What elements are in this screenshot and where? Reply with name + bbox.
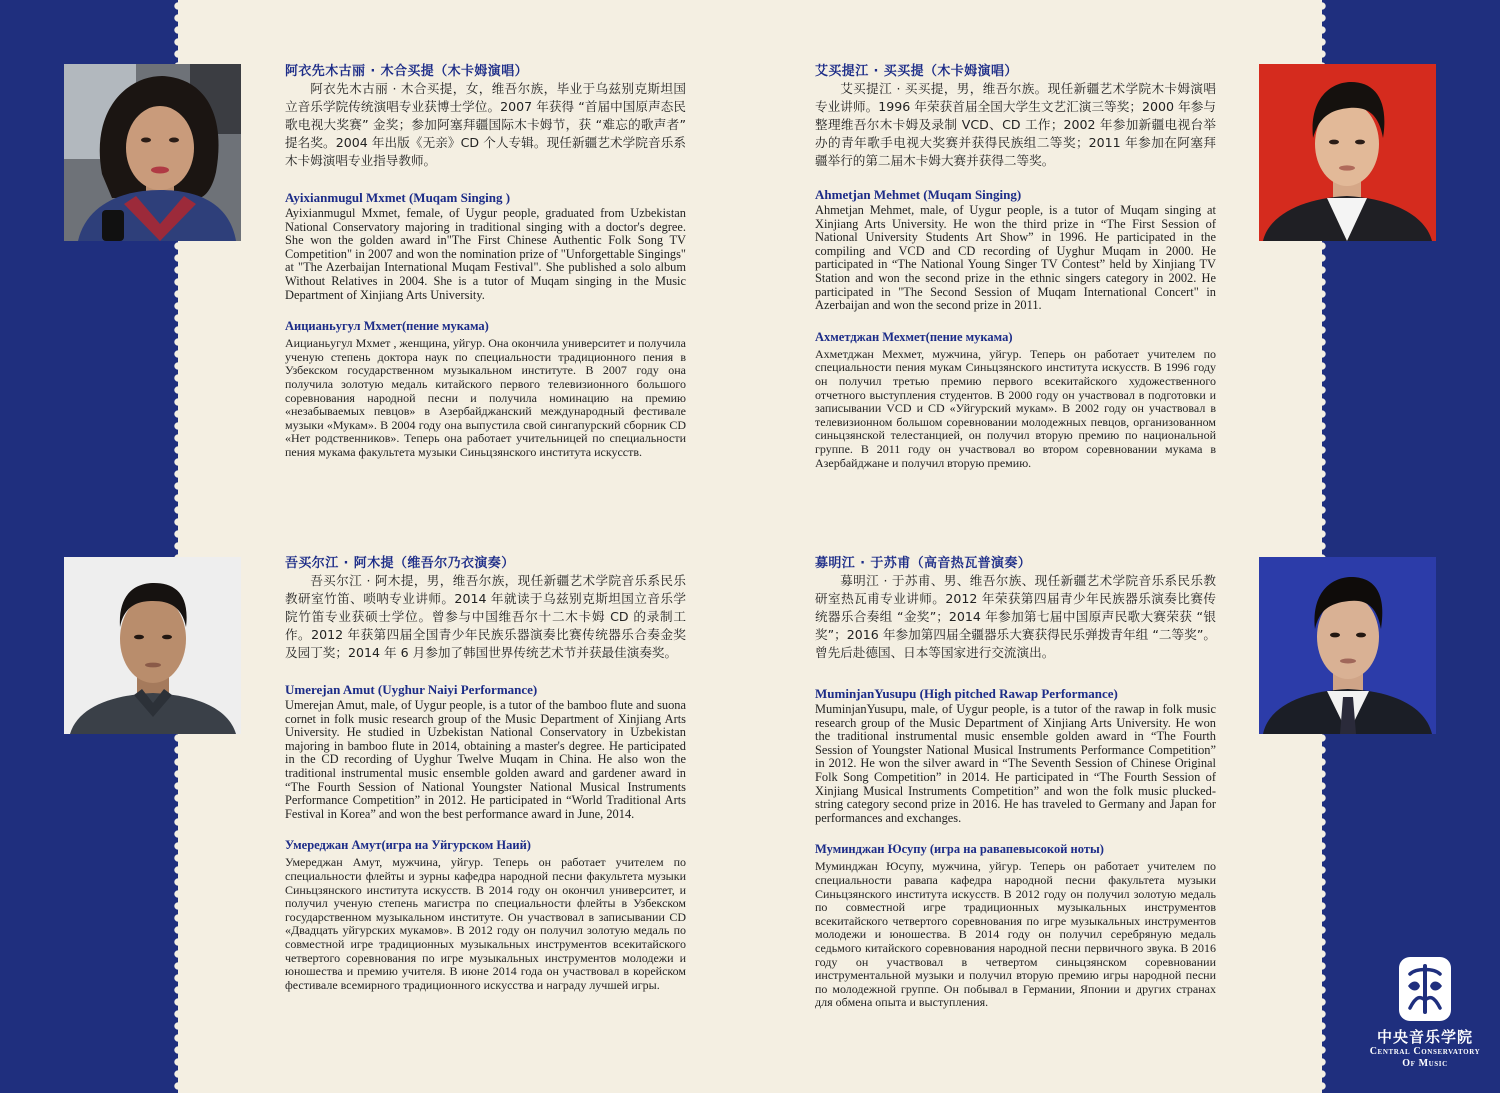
chinese-biography: 艾买提江 · 买买提，男，维吾尔族。现任新疆艺术学院木卡姆演唱专业讲师。1996 年荣获首届全国大学生文艺汇演三等奖；2000 年参与整理维吾尔木卡姆及录制 VCD、CD 工作；2002 年参加新疆电视台举办的青年歌手电视大奖赛并获得民族组二等奖；2011 年参加在阿塞拜疆举行的第二届木卡姆大赛并获得二等奖。 xyxy=(815,81,1216,168)
russian-name-heading: Умереджан Амут(игра на Уйгурском Наий) xyxy=(285,838,531,853)
chinese-biography: 募明江 · 于苏甫、男、维吾尔族、现任新疆艺术学院音乐系民乐教研室热瓦甫专业讲师。2012 年荣获第四届青少年民族器乐演奏比赛传统器乐合奏组 “金奖”；2014 年参加第七届中国原声民歌大赛荣获 “银奖”；2016 年参加第四届全疆器乐大赛获得民乐弹拨青年组 “二等奖”。曾先后赴德国、日本等国家进行交流演出。 xyxy=(815,573,1216,660)
english-name-heading: MuminjanYusupu (High pitched Rawap Performance) xyxy=(815,686,1118,701)
russian-biography: Умереджан Амут, мужчина, уйгур. Теперь он работает учителем по специальности флейты и зурны кафедра народной песни факультета музыки Синьцзянского института искусств. В 2014 году он окончил университет, и получил ученую степень магистра по специальности флейты в Узбекском государственном музыкальном институте. Он участвовал в записывании CD «Двадцать уйгурских мукамов». В 2012 году он получил золотую медаль по совместной игре традиционных музыкальных инструментов всекитайского четвертого соревнования по игре музыкальных инструментов молодежи и юношества и премию учителя. В июне 2014 года он участвовал в корейском фестивале всемирного традиционного искусства и награду лучшей игры. xyxy=(285,855,686,992)
conservatory-emblem-icon xyxy=(1398,956,1452,1022)
right-eye xyxy=(1355,140,1365,145)
english-name-heading: Umerejan Amut (Uyghur Naiyi Performance) xyxy=(285,682,538,697)
mouth xyxy=(1340,659,1356,664)
portrait-ahmetjan-mehmet xyxy=(1259,64,1436,241)
mouth xyxy=(151,167,169,174)
face xyxy=(126,106,194,190)
english-name-heading: Ahmetjan Mehmet (Muqam Singing) xyxy=(815,187,1022,202)
right-eye xyxy=(162,635,172,640)
chinese-name-heading: 吾买尔江 · 阿木提（维吾尔乃衣演奏） xyxy=(285,556,515,571)
portrait-image xyxy=(1259,557,1436,734)
bio-ayixianmugul-mxmet xyxy=(285,64,686,460)
english-biography: Umerejan Amut, male, of Uygur people, is a tutor of the bamboo flute and suona cornet in folk music research group of the Music Department of Xinjiang Arts University. He studied in Uzbekistan National Conservatory in Uzbekistan majoring in bamboo flute in 2014, obtaining a master's degree. He participated in the CD recording of Uyghur Twelve Muqam in China. He also won the traditional instrumental music ensemble golden award and gardener award in “The Fourth Session of National Youngster National Musical Instruments Performance Competition” in 2012. He participated in “World Traditional Arts Festival in Korea” and won the best performance award in June, 2014. xyxy=(285,698,686,821)
mouth xyxy=(1339,165,1355,170)
left-eye xyxy=(141,138,151,143)
conservatory-logo xyxy=(1356,956,1494,1082)
russian-name-heading: Муминджан Юсупу (игра на равапевысокой ноты) xyxy=(815,842,1104,857)
portrait-image xyxy=(64,64,241,241)
bio-umerejan-amut xyxy=(285,556,686,992)
english-name-heading: Ayixianmugul Mxmet (Muqam Singing ) xyxy=(285,190,511,205)
left-eye xyxy=(1330,633,1340,638)
microphone xyxy=(102,210,124,241)
chinese-biography: 阿衣先木古丽 · 木合买提，女，维吾尔族，毕业于乌兹别克斯坦国立音乐学院传统演唱专业获博士学位。2007 年获得 “首届中国原声态民歌电视大奖赛” 金奖；参加阿塞拜疆国际木卡姆节，获 “难忘的歌声者” 提名奖。2004 年出版《无亲》CD 个人专辑。现任新疆艺术学院音乐系木卡姆演唱专业指导教师。 xyxy=(285,81,686,168)
portrait-muminjan-yusupu xyxy=(1259,557,1436,734)
portrait-umerejan-amut xyxy=(64,557,241,734)
russian-name-heading: Аицианьугул Мхмет(пение мукама) xyxy=(285,319,489,334)
chinese-name-heading: 艾买提江 · 买买提（木卡姆演唱） xyxy=(815,64,1018,79)
russian-biography: Аицианьугул Мхмет , женщина, уйгур. Она окончила университет и получила ученую степень доктора наук по специальности традиционного пения в Узбекском государственном музыкальном институте. В 2007 году она получила золотую медаль китайского первого телевизионного большого соревнования народной песни и получила номинацию на премию «незабываемых певцов» в Азербайджанский международный фестивале музыки «Мукам». В 2004 году она выпустила свой сингапурский сборник CD «Нет родственников». Теперь она работает учительницей по специальности пения мукама факультета музыки Синьцзянского института искусств. xyxy=(285,336,686,459)
conservatory-english-name-line1: Central Conservatory xyxy=(1369,1046,1481,1057)
portrait-image xyxy=(64,557,241,734)
chinese-biography: 吾买尔江 · 阿木提，男，维吾尔族，现任新疆艺术学院音乐系民乐教研室竹笛、唢呐专业讲师。2014 年就读于乌兹别克斯坦国立音乐学院竹笛专业获硕士学位。曾参与中国维吾尔十二木卡姆 CD 的录制工作。2012 年获第四届全国青少年民族乐器演奏比赛传统器乐合奏金奖及园丁奖；2014 年 6 月参加了韩国世界传统艺术节并获最佳演奏奖。 xyxy=(285,573,686,660)
portrait-image xyxy=(1259,64,1436,241)
face xyxy=(120,595,186,683)
russian-name-heading: Ахметджан Мехмет(пение мукама) xyxy=(815,329,1013,344)
mouth xyxy=(145,663,161,668)
left-eye xyxy=(1329,140,1339,145)
conservatory-english-name-line2: Of Music xyxy=(1402,1058,1448,1069)
bio-muminjan-yusupu xyxy=(815,556,1216,1010)
left-eye xyxy=(134,635,144,640)
chinese-name-heading: 募明江 · 于苏甫（高音热瓦普演奏） xyxy=(815,556,1032,571)
conservatory-chinese-name: 中央音乐学院 xyxy=(1376,1028,1473,1046)
right-eye xyxy=(169,138,179,143)
english-biography: MuminjanYusupu, male, of Uygur people, is a tutor of the rawap in folk music research group of the Music Department of Xinjiang Arts University. He won the traditional instrumental music ensemble golden award in “The Fourth Session of Youngster National Musical Instruments Performance Competition” in 2012. He won the silver award in “The Seventh Session of Chinese Original Folk Song Competition” in 2014. He participated in “The Fourth Session of Xinjiang Musical Instruments Competition” and won the folk music plucked-string category second prize in 2016. He has traveled to Germany and Japan for performances and exchanges. xyxy=(815,702,1216,825)
russian-biography: Ахметджан Мехмет, мужчина, уйгур. Теперь он работает учителем по специальности пения мукам Синьцзянского института искусств. В 1996 году он получил третью премию первого всекитайского художественного отчетного выступления студентов. В 2000 году он участвовал в подготовки и записывании VCD и CD «Уйгурский мукам». В 2002 году он участвовал в телевизионном большом соревновании молодежных певцов, организованном синьцзянской телестанцией, он получил вторую премию по национальной группе. В 2011 году он участвовал во втором соревновании мукама в Азербайджане и получил вторую премию. xyxy=(815,346,1216,470)
bio-ahmetjan-mehmet xyxy=(815,64,1216,470)
right-eye xyxy=(1356,633,1366,638)
english-biography: Ayixianmugul Mxmet, female, of Uygur people, graduated from Uzbekistan National Conservatory majoring in traditional singing with a doctor's degree. She won the golden award in"The First Chinese Authentic Folk Song TV Competition" in 2007 and won the nomination prize of "Unforgettable Singings" at "The Azerbaijan International Muqam Festival". She published a solo album Without Relatives in 2004. She is a tutor of Muqam singing in the Music Department of Xinjiang Arts University. xyxy=(285,206,686,302)
portrait-ayixianmugul-mxmet xyxy=(64,64,241,241)
russian-biography: Муминджан Юсупу, мужчина, уйгур. Теперь он работает учителем по специальности равапа кафедра народной песни факультета музыки Синьцзянского института искусств. В 2012 году он получил золотую медаль по совместной игре традиционных музыкальных инструментов всекитайского четвертого соревнования по игре музыкальных инструментов молодежи и юношества. В 2014 году он получил серебряную медаль седьмого китайского соревнования народной песни первичного звука. В 2016 году он участвовал в четвертом синьцзянском соревновании инструментальной музыки и получил вторую премию игры народной песни по молодежной группе. Он побывал в Германии, Японии и других странах для обмена опыта и выступления. xyxy=(815,859,1216,1010)
chinese-name-heading: 阿衣先木古丽 · 木合买提（木卡姆演唱） xyxy=(285,64,528,79)
english-biography: Ahmetjan Mehmet, male, of Uygur people, is a tutor of Muqam singing at Xinjiang Arts University. He won the third prize in “The First Session of National University Students Art Show” in 1996. He participated in the compiling and VCD and CD recording of Uyghur Muqam in 2000. He participated in “The National Young Singer TV Contest” held by Xinjiang TV Station and won the second prize in the ethnic singers category in 2002. He participated in "The Second Session of Muqam International Concert" in Azerbaijan and won the second prize in 2011. xyxy=(815,203,1216,313)
